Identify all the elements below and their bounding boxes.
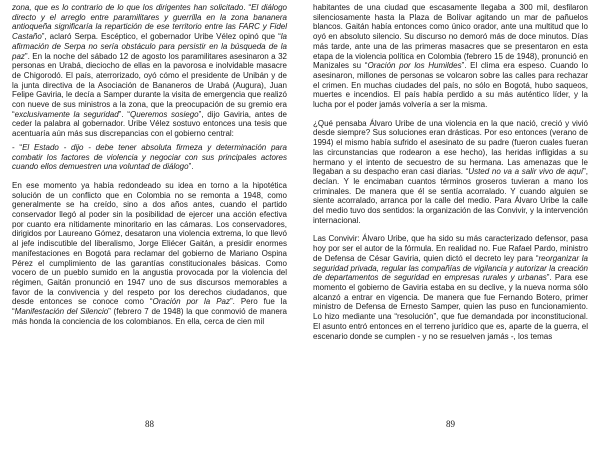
paragraph (12, 3, 287, 139)
italic-run: El Estado - dijo - debe tener absoluta firmeza y determinación para combatir los factores de violencia y negociar con sus principales actores cuando ellos demuestren una voluntad de diálogo (12, 142, 287, 172)
text-run: ”. (188, 162, 194, 172)
text-run: ”, dijo Gaviria, antes de ceder la palabra al gobernador. Uribe Vélez sostuvo entonces una tesis que acentuaría aún más sus discrepancias con el gobierno central: (12, 109, 287, 139)
text-run: ”, aclaró Serpa. Escéptico, el gobernador Uribe Vélez opinó que “ (41, 32, 281, 42)
text-run: . “ (243, 3, 252, 12)
page-number: 88 (145, 419, 154, 429)
paragraph (12, 143, 287, 172)
text-run: ”. “ (118, 109, 130, 119)
page-number: 89 (446, 419, 455, 429)
text-run: ” (febrero 7 de 1948) la que conmovió de manera más honda la conciencia de los colombianos. En ella, cerca de cien mil (12, 307, 287, 326)
text-run: ”. Para ese momento el gobierno de Gaviria estaba en su declive, y la nueva norma sólo alcanzó a entrar en vigencia. De manera que fue Fernando Botero, primer ministro de Defensa de Ernesto Samper, quien las puso en funcionamiento. Lo hizo mediante una “resolución”, que fue demandada por inconstitucional. El asunto entró entonces en el terreno jurídico que es, aparte de la guerra, el escenario donde se cumplen - y no se resuelven jamás -, los temas (313, 273, 588, 341)
italic-run: reorganizar la seguridad privada, regular las compañías de vigilancia y autorizar la creación de departamentos de seguridad en empresas rurales y urbanas (313, 253, 588, 283)
right-page (313, 0, 588, 450)
paragraph (12, 181, 287, 327)
text-run: En ese momento ya había redondeado su idea en torno a la hipotética solución de un conflicto que en Colombia no se remonta a 1948, como generalmente se ha creído, sino a dos años antes, cuando el partido conservador llegó al poder sin la posibilidad de ejercer una acción efectiva por cuanto era nítidamente minoritario en las cámaras. Los conservadores, dirigidos por Laureano Gómez, desataron una violencia extrema, lo que llevó al jefe indiscutible del liberalismo, Jorge Eliécer Gaitán, a presidir enormes manifestaciones en Bogotá para reclamar del gobierno de Mariano Ospina Pérez el cumplimiento de las garantías constitucionales básicas. Como vocero de un pueblo sumido en la angustia provocada por la violencia del régimen, Gaitán pronunció en 1947 uno de sus discursos memorables a favor de la convivencia y del respeto por los derechos ciudadanos, que desde entonces se conoce como “ (12, 180, 287, 307)
text-run: ¿Qué pensaba Álvaro Uribe de una violencia en la que nació, creció y vivió desde siempre? Sus soluciones eran drásticas. Por eso entonces (verano de 1994) el mismo había sufrido el asesinato de su padre (fueron cuales fueran las circunstancias que rodearon a ese hecho), las heridas infligidas a su hermano y el intento de secuestro de su hermana. Las amenazas que le llegaban a su despacho eran casi diarias. “ (313, 118, 588, 177)
paragraph (313, 119, 588, 226)
left-text-column (12, 3, 287, 327)
paragraph (313, 3, 588, 110)
italic-run: El diálogo directo y el arreglo entre paramilitares y guerrilla en la zona bananera antioqueña significaría la repartición de ese territorio entre las FARC y Fidel Castaño (12, 3, 287, 42)
italic-run: zona, que es lo contrario de lo que los dirigentes han solicitado (12, 3, 244, 12)
italic-run: Oración por los Humildes (367, 61, 462, 71)
italic-run: Oración por la Paz (152, 297, 230, 307)
text-run: ”. El clima era espeso. Cuando lo asesinaron, millones de personas se volcaron sobre las calles para rechazar el crimen. En muchas ciudades del país, no sólo en Bogotá, hubo saqueos, muertes e incendios. El país había perdido a su más auténtico líder, y la lucha por el poder jamás volvería a ser la misma. (313, 61, 589, 110)
text-run: ”. Pero fue la “ (12, 297, 287, 317)
text-run: - “ (12, 142, 23, 152)
text-run: ”, decían. Y le encimaban cuantos términos groseros tuvieran a mano los criminales. De manera que él se sentía acorralado. Y cuando alguien se siente acorralado, arranca por la calle del medio. Para Álvaro Uribe la calle del medio tuvo dos sentidos: la organización de las Convivir, y la intervención internacional. (313, 167, 589, 225)
italic-run: la afirmación de Serpa no sería obstáculo para persistir en la búsqueda de la paz (12, 32, 287, 61)
paragraph (313, 234, 588, 341)
left-page (12, 0, 287, 450)
text-run: habitantes de una ciudad que escasamente llegaba a 300 mil, desfilaron silenciosamente hasta la Plaza de Bolívar agitando un mar de pañuelos blancos. Gaitán había entonces como único orador, ante una multitud que lo oyó en absoluto silencio. Su discurso no demoró más de doce minutos. Días más tarde, ante una de las primeras masacres que se presentaron en esta etapa de la violencia política en Colombia (febrero 15 de 1948), pronunció en Manizales su “ (313, 3, 588, 71)
text-run: Las Convivir: Álvaro Uribe, que ha sido su más caracterizado defensor, pasa hoy por ser el autor de la fórmula. En realidad no. Fue Rafael Pardo, ministro de Defensa de César Gaviria, quien dictó el decreto ley para “ (313, 234, 588, 263)
italic-run: Queremos sosiego (129, 109, 199, 119)
text-run: ”. En la noche del sábado 12 de agosto los paramilitares asesinaron a 32 personas en Urabá, dieciocho de ellas en la pavorosa e inolvidable masacre de Chigorodó. El país, aterrorizado, oyó cómo el presidente de Unibán y de la junta directiva de la Asociación de Bananeros de Urabá (Augura), Juan Felipe Gaviria, le decía a Samper durante la visita de emergencia que realizó con nueve de sus ministros a la zona, que la preocupación de su gremio era “ (12, 51, 287, 119)
right-text-column (313, 3, 588, 341)
italic-run: exclusivamente la seguridad (14, 109, 119, 119)
italic-run: Usted no va a salir vivo de aquí (468, 167, 584, 177)
italic-run: Manifestación del Silencio (14, 307, 109, 317)
